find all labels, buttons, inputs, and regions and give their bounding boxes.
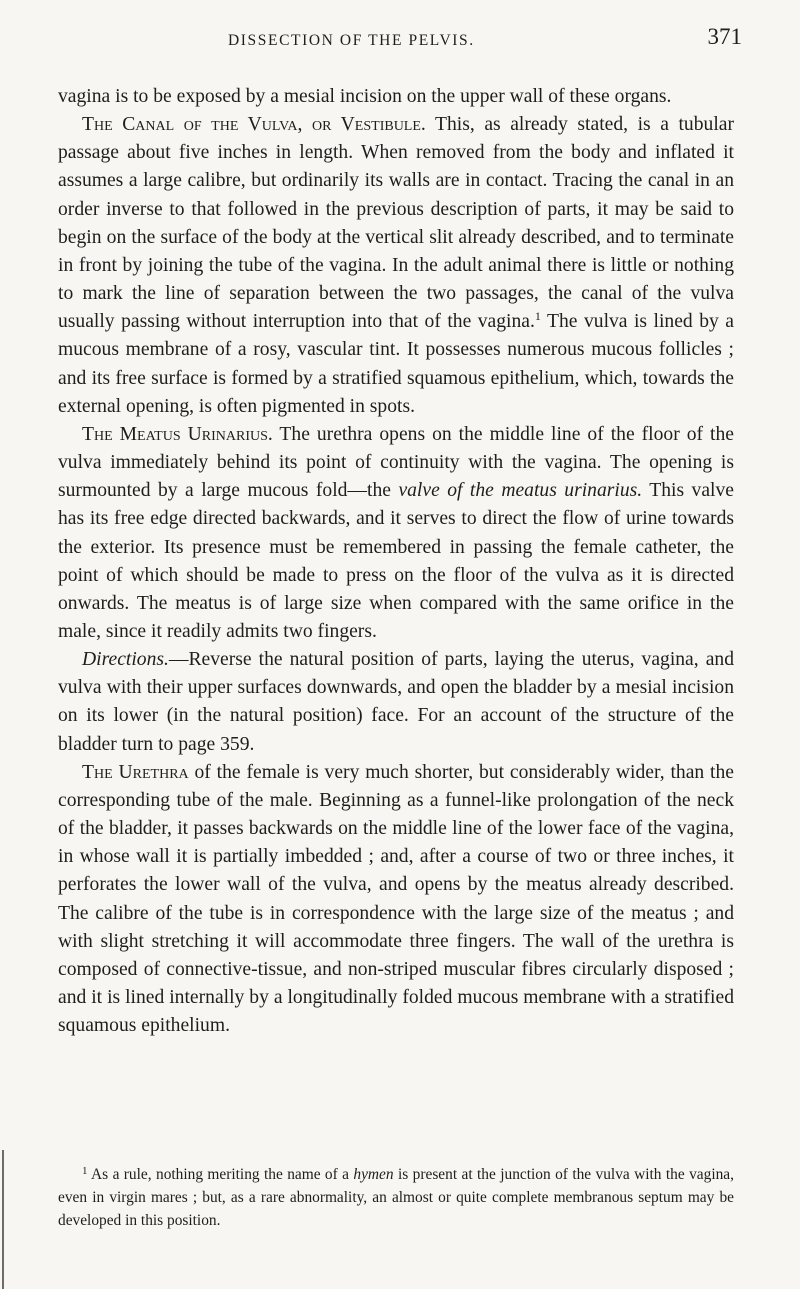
paragraph-text: This valve has its free edge directed backwards, and it serves to direct the flow of urine towards the exterior. Its presence must be remembered in passing the female catheter, the point of which should be made to press on the floor of the vulva as it is directed onwards. The meatus is of large size when compared with the same orifice in the male, since it readily admits two fingers.	[58, 480, 734, 642]
footnote	[58, 1163, 734, 1232]
section-heading-meatus: The Meatus Urinarius.	[82, 423, 273, 445]
running-head: DISSECTION OF THE PELVIS.	[228, 32, 475, 49]
paragraph-continuation	[58, 83, 734, 111]
body-text	[58, 83, 734, 1040]
paragraph-text: —Reverse the natural position of parts, laying the uterus, vagina, and vulva with their upper surfaces downwards, and open the bladder by a mesial incision on its lower (in the natural position) face. For an account of the structure of the bladder turn to page 359.	[58, 649, 734, 755]
paragraph-meatus-urinarius	[58, 421, 734, 646]
footnote-text: is present at the junction of the vulva with the vagina, even in virgin mares ; but, as a rare abnormality, an almost or quite complete membranous septum may be developed in this position.	[58, 1166, 734, 1229]
page-header	[0, 22, 800, 56]
paragraph-urethra	[58, 759, 734, 1041]
paragraph-text: This, as already stated, is a tubular passage about five inches in length. When removed from the body and inflated it assumes a large calibre, but ordinarily its walls are in contact. Tracing the canal in an order inverse to that followed in the previous description of parts, it may be said to begin on the surface of the body at the vertical slit already described, and to terminate in front by joining the tube of the vagina. In the adult animal there is little or nothing to mark the line of separation between the two passages, the canal of the vulva usually passing without interruption into that of the vagina.	[58, 114, 734, 333]
paragraph-text: The vulva is lined by a mucous membrane of a rosy, vascular tint. It possesses numerous mucous follicles ; and its free surface is formed by a stratified squamous epithelium, which, towards the external opening, is often pigmented in spots.	[58, 311, 734, 417]
footnote-text: As a rule, nothing meriting the name of a	[87, 1166, 354, 1183]
footnote-reference: 1	[534, 309, 541, 324]
footnote-italic: hymen	[353, 1166, 394, 1183]
section-heading-urethra: The Urethra	[82, 761, 189, 783]
paragraph-text: vagina is to be exposed by a mesial incision on the upper wall of these organs.	[58, 86, 672, 107]
section-heading-vulva: The Canal of the Vulva, or Vestibule.	[82, 114, 426, 136]
page-number: 371	[707, 24, 742, 49]
footnote-marker: 1	[82, 1165, 88, 1177]
italic-term: valve of the meatus urinarius.	[398, 480, 643, 502]
paragraph-vulva-canal	[58, 111, 734, 421]
paragraph-directions	[58, 646, 734, 759]
section-heading-directions: Directions.	[82, 649, 169, 671]
paragraph-text: of the female is very much shorter, but considerably wider, than the corresponding tube of the male. Beginning as a funnel-like prolongation of the neck of the bladder, it passes backwards on the middle line of the lower face of the vagina, in whose wall it is partially imbedded ; and, after a course of two or three inches, it perforates the lower wall of the vulva, and opens by the meatus already described. The calibre of the tube is in correspondence with the large size of the meatus ; and with slight stretching it will accommodate three fingers. The wall of the urethra is composed of connective-tissue, and non-striped muscular fibres circularly disposed ; and it is lined internally by a longitudinally folded mucous membrane with a stratified squamous epithelium.	[58, 761, 734, 1037]
paragraph-text: The urethra opens on the middle line of the floor of the vulva immediately behind its point of continuity with the vagina. The opening is surmounted by a large mucous fold—the	[58, 423, 734, 502]
scan-margin-line	[2, 1150, 4, 1289]
